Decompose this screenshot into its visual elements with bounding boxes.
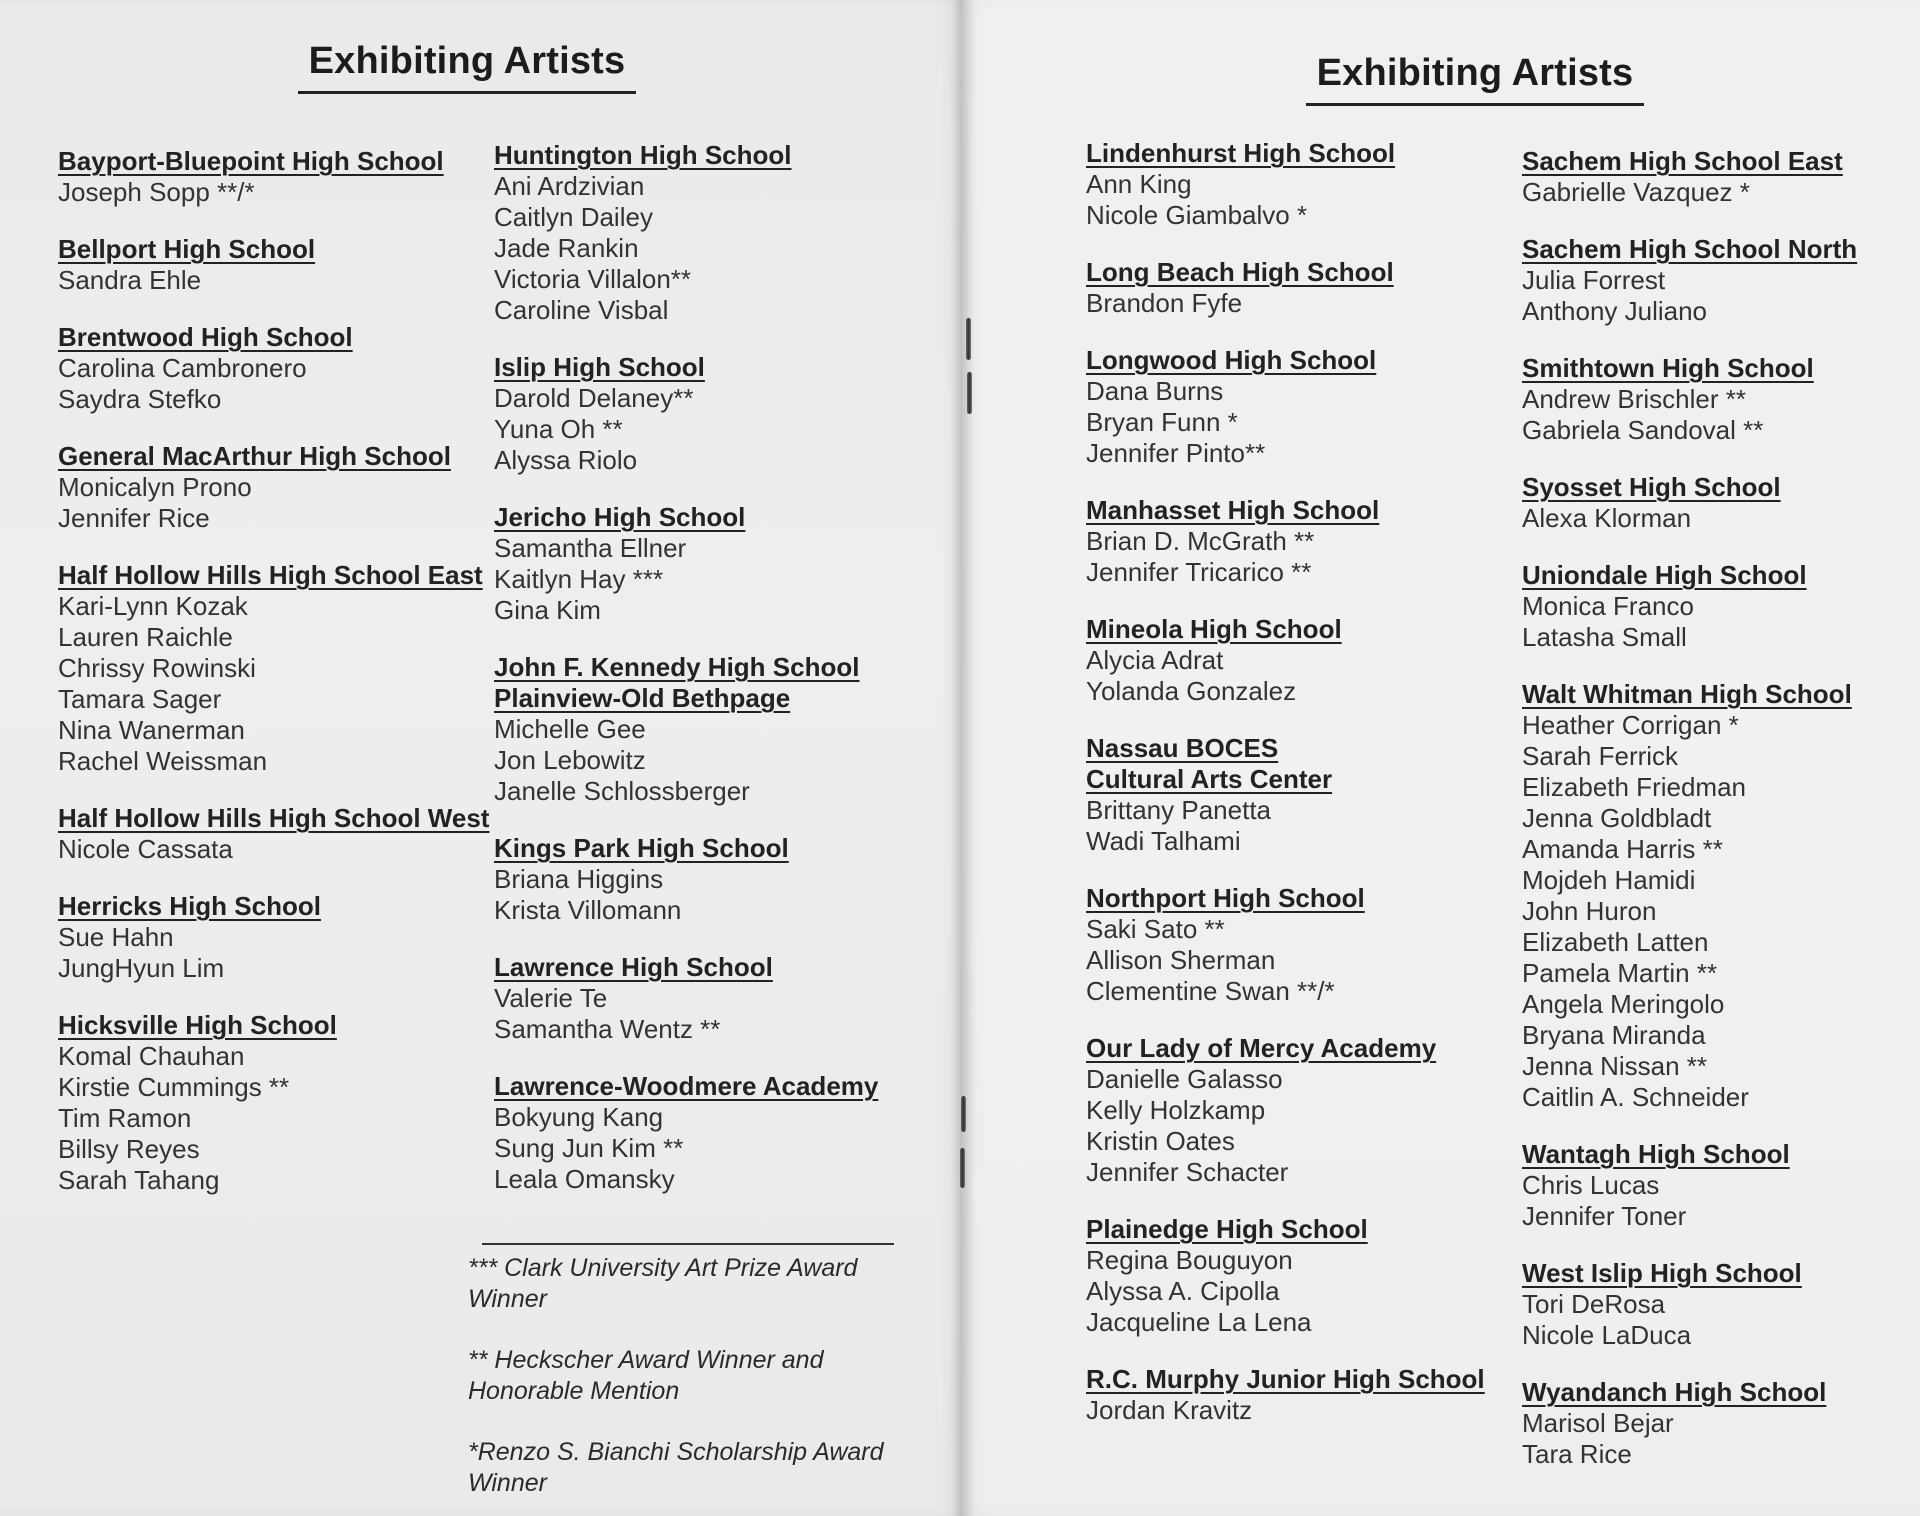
artist-name: Darold Delaney** <box>494 383 694 413</box>
artist-list <box>58 834 489 865</box>
school-name: Longwood High School <box>1086 345 1377 375</box>
artist-name: Sung Jun Kim ** <box>494 1133 684 1163</box>
artist-list <box>58 1041 489 1196</box>
school-name: Wyandanch High School <box>1522 1377 1827 1407</box>
artist-list <box>58 922 489 984</box>
artist-name: Gabrielle Vazquez * <box>1522 177 1750 207</box>
school-group <box>1522 560 1857 653</box>
artist-list <box>494 171 878 326</box>
artist-name: Danielle Galasso <box>1086 1064 1283 1094</box>
school-group <box>1086 733 1485 857</box>
school-group <box>58 891 489 984</box>
artist-name: Monicalyn Prono <box>58 472 252 502</box>
school-group <box>494 952 878 1045</box>
school-group <box>1522 472 1857 534</box>
artist-name: Lauren Raichle <box>58 622 233 652</box>
artist-name: Saydra Stefko <box>58 384 222 414</box>
artist-name: Jenna Nissan ** <box>1522 1051 1707 1081</box>
artist-name: Joseph Sopp **/* <box>58 177 255 207</box>
artist-name: John Huron <box>1522 896 1657 926</box>
artist-list <box>1086 795 1485 857</box>
school-group <box>1522 1139 1857 1232</box>
artist-list <box>1086 1064 1485 1188</box>
staple-bottom-a <box>961 1096 966 1132</box>
artist-name: Ani Ardzivian <box>494 171 645 201</box>
artist-name: Jennifer Tricarico ** <box>1086 557 1312 587</box>
school-group <box>494 140 878 326</box>
award-legend <box>468 1253 938 1516</box>
artist-name: Jennifer Schacter <box>1086 1157 1289 1187</box>
artist-name: Marisol Bejar <box>1522 1408 1674 1438</box>
legend-item-clark: *** Clark University Art Prize Award Winner <box>468 1254 858 1313</box>
artist-name: Gina Kim <box>494 595 601 625</box>
school-name: Sachem High School East <box>1522 146 1843 176</box>
artist-name: Tara Rice <box>1522 1439 1632 1469</box>
artist-name: Sandra Ehle <box>58 265 202 295</box>
school-group <box>1086 1033 1485 1188</box>
artist-name: Dana Burns <box>1086 376 1224 406</box>
artist-name: Gabriela Sandoval ** <box>1522 415 1764 445</box>
artist-name: Regina Bouguyon <box>1086 1245 1293 1275</box>
artist-list <box>1522 1289 1857 1351</box>
school-group <box>1522 1258 1857 1351</box>
school-group <box>1086 345 1485 469</box>
school-name: West Islip High School <box>1522 1258 1802 1288</box>
artist-name: Komal Chauhan <box>58 1041 245 1071</box>
artist-name: Sue Hahn <box>58 922 174 952</box>
artist-name: Tori DeRosa <box>1522 1289 1666 1319</box>
school-name: Lawrence-Woodmere Academy <box>494 1071 879 1101</box>
school-group <box>1522 679 1857 1113</box>
artist-name: Jacqueline La Lena <box>1086 1307 1312 1337</box>
school-name: John F. Kennedy High School <box>494 652 860 682</box>
school-group <box>494 652 878 807</box>
school-name: Our Lady of Mercy Academy <box>1086 1033 1437 1063</box>
artist-name: Angela Meringolo <box>1522 989 1725 1019</box>
school-group <box>1086 257 1485 319</box>
artist-name: Samantha Ellner <box>494 533 687 563</box>
artist-list <box>58 353 489 415</box>
staple-top-a <box>966 318 971 360</box>
school-group <box>1086 883 1485 1007</box>
artist-list <box>1086 1245 1485 1338</box>
school-group <box>58 234 489 296</box>
staple-top-b <box>967 372 972 414</box>
artist-list <box>494 383 878 476</box>
school-name: Huntington High School <box>494 140 792 170</box>
legend-item-bianchi: *Renzo S. Bianchi Scholarship Award Winner <box>468 1438 884 1497</box>
artist-list <box>494 714 878 807</box>
school-group <box>1522 234 1857 327</box>
artist-list <box>58 591 489 777</box>
school-name: Bellport High School <box>58 234 316 264</box>
artist-list <box>1522 177 1857 208</box>
book-gutter <box>952 0 974 1516</box>
artist-name: Yuna Oh ** <box>494 414 623 444</box>
school-group <box>494 1071 878 1195</box>
artist-name: Julia Forrest <box>1522 265 1666 295</box>
legend-item-heckscher: ** Heckscher Award Winner and Honorable Mention <box>468 1346 824 1405</box>
artist-name: Jon Lebowitz <box>494 745 646 775</box>
right-column-1 <box>1086 138 1485 1452</box>
school-name: Lawrence High School <box>494 952 773 982</box>
artist-name: Leala Omansky <box>494 1164 675 1194</box>
artist-list <box>494 983 878 1045</box>
artist-name: Ann King <box>1086 169 1192 199</box>
artist-name: Kristin Oates <box>1086 1126 1235 1156</box>
artist-list <box>58 265 489 296</box>
artist-name: Alycia Adrat <box>1086 645 1224 675</box>
artist-name: Briana Higgins <box>494 864 664 894</box>
school-name: Bayport-Bluepoint High School <box>58 146 444 176</box>
school-name: Plainedge High School <box>1086 1214 1368 1244</box>
artist-name: Monica Franco <box>1522 591 1694 621</box>
right-page-title: Exhibiting Artists <box>1306 52 1644 106</box>
artist-name: Nina Wanerman <box>58 715 245 745</box>
artist-list <box>494 1102 878 1195</box>
school-name: Half Hollow Hills High School West <box>58 803 490 833</box>
artist-name: Valerie Te <box>494 983 608 1013</box>
artist-name: Caitlyn Dailey <box>494 202 653 232</box>
artist-name: Wadi Talhami <box>1086 826 1241 856</box>
school-name: Northport High School <box>1086 883 1365 913</box>
artist-name: Michelle Gee <box>494 714 646 744</box>
artist-name: Samantha Wentz ** <box>494 1014 721 1044</box>
artist-name: Jade Rankin <box>494 233 639 263</box>
artist-name: Bryana Miranda <box>1522 1020 1706 1050</box>
artist-name: Allison Sherman <box>1086 945 1276 975</box>
artist-list <box>1086 376 1485 469</box>
school-name: Syosset High School <box>1522 472 1781 502</box>
school-group <box>1522 353 1857 446</box>
artist-name: Pamela Martin ** <box>1522 958 1718 988</box>
school-name: Half Hollow Hills High School East <box>58 560 483 590</box>
school-name: R.C. Murphy Junior High School <box>1086 1364 1485 1394</box>
school-group <box>1086 1214 1485 1338</box>
artist-list <box>1086 914 1485 1007</box>
artist-list <box>1086 645 1485 707</box>
artist-list <box>1522 1170 1857 1232</box>
school-name: Uniondale High School <box>1522 560 1807 590</box>
school-group <box>1522 1377 1857 1470</box>
artist-name: Kaitlyn Hay *** <box>494 564 664 594</box>
artist-name: Brandon Fyfe <box>1086 288 1243 318</box>
artist-name: Caitlin A. Schneider <box>1522 1082 1749 1112</box>
school-name: Long Beach High School <box>1086 257 1394 287</box>
school-name: Jericho High School <box>494 502 746 532</box>
artist-name: Chrissy Rowinski <box>58 653 256 683</box>
artist-name: Latasha Small <box>1522 622 1687 652</box>
artist-name: Caroline Visbal <box>494 295 669 325</box>
artist-list <box>1522 265 1857 327</box>
right-column-2 <box>1522 146 1857 1496</box>
artist-list <box>1522 503 1857 534</box>
school-name: General MacArthur High School <box>58 441 451 471</box>
artist-name: Krista Villomann <box>494 895 682 925</box>
school-name: Lindenhurst High School <box>1086 138 1396 168</box>
artist-name: Nicole LaDuca <box>1522 1320 1692 1350</box>
school-group <box>58 560 489 777</box>
school-group <box>58 441 489 534</box>
artist-name: Bokyung Kang <box>494 1102 664 1132</box>
school-name: Herricks High School <box>58 891 321 921</box>
artist-name: Elizabeth Friedman <box>1522 772 1746 802</box>
artist-name: Anthony Juliano <box>1522 296 1708 326</box>
left-column-1 <box>58 146 489 1222</box>
school-name: Walt Whitman High School <box>1522 679 1852 709</box>
school-group <box>58 803 489 865</box>
artist-name: Nicole Cassata <box>58 834 233 864</box>
artist-list <box>494 533 878 626</box>
artist-name: Victoria Villalon** <box>494 264 692 294</box>
artist-name: Heather Corrigan * <box>1522 710 1739 740</box>
artist-name: Bryan Funn * <box>1086 407 1238 437</box>
artist-list <box>1086 169 1485 231</box>
school-group <box>494 833 878 926</box>
school-group <box>1086 495 1485 588</box>
school-group <box>1522 146 1857 208</box>
artist-list <box>494 864 878 926</box>
artist-name: Nicole Giambalvo * <box>1086 200 1308 230</box>
artist-name: Chris Lucas <box>1522 1170 1660 1200</box>
artist-name: Alyssa Riolo <box>494 445 638 475</box>
artist-name: Amanda Harris ** <box>1522 834 1723 864</box>
artist-list <box>1086 288 1485 319</box>
staple-bottom-b <box>960 1148 965 1188</box>
artist-name: Jenna Goldbladt <box>1522 803 1712 833</box>
artist-list <box>1522 710 1857 1113</box>
school-group <box>58 322 489 415</box>
artist-list <box>1522 384 1857 446</box>
artist-name: JungHyun Lim <box>58 953 225 983</box>
artist-name: Janelle Schlossberger <box>494 776 750 806</box>
school-group <box>494 502 878 626</box>
school-name: Sachem High School North <box>1522 234 1858 264</box>
artist-name: Jordan Kravitz <box>1086 1395 1253 1425</box>
school-group <box>1086 614 1485 707</box>
school-name-line2: Cultural Arts Center <box>1086 764 1333 794</box>
artist-list <box>58 472 489 534</box>
artist-name: Kelly Holzkamp <box>1086 1095 1266 1125</box>
artist-name: Kari-Lynn Kozak <box>58 591 248 621</box>
school-name: Manhasset High School <box>1086 495 1380 525</box>
legend-divider <box>482 1243 894 1245</box>
artist-list <box>1086 526 1485 588</box>
school-name: Brentwood High School <box>58 322 353 352</box>
school-name: Kings Park High School <box>494 833 789 863</box>
artist-list <box>1522 1408 1857 1470</box>
artist-name: Jennifer Toner <box>1522 1201 1687 1231</box>
school-group <box>58 146 489 208</box>
artist-name: Tamara Sager <box>58 684 222 714</box>
school-group <box>1086 1364 1485 1426</box>
artist-name: Brian D. McGrath ** <box>1086 526 1315 556</box>
right-page <box>962 0 1920 1516</box>
school-name: Wantagh High School <box>1522 1139 1790 1169</box>
artist-name: Saki Sato ** <box>1086 914 1225 944</box>
artist-name: Mojdeh Hamidi <box>1522 865 1696 895</box>
left-column-2 <box>494 140 878 1221</box>
artist-name: Alexa Klorman <box>1522 503 1692 533</box>
artist-name: Billsy Reyes <box>58 1134 200 1164</box>
artist-name: Elizabeth Latten <box>1522 927 1709 957</box>
artist-name: Carolina Cambronero <box>58 353 307 383</box>
school-name: Hicksville High School <box>58 1010 337 1040</box>
school-name: Nassau BOCES <box>1086 733 1279 763</box>
artist-list <box>58 177 489 208</box>
school-name: Mineola High School <box>1086 614 1342 644</box>
school-name-line2: Plainview-Old Bethpage <box>494 683 791 713</box>
artist-name: Andrew Brischler ** <box>1522 384 1746 414</box>
school-group <box>1086 138 1485 231</box>
artist-name: Sarah Tahang <box>58 1165 220 1195</box>
artist-name: Yolanda Gonzalez <box>1086 676 1297 706</box>
artist-name: Sarah Ferrick <box>1522 741 1679 771</box>
school-group <box>494 352 878 476</box>
artist-name: Jennifer Rice <box>58 503 210 533</box>
artist-name: Kirstie Cummings ** <box>58 1072 290 1102</box>
artist-list <box>1086 1395 1485 1426</box>
school-group <box>58 1010 489 1196</box>
artist-name: Brittany Panetta <box>1086 795 1271 825</box>
left-page-title: Exhibiting Artists <box>298 40 636 94</box>
artist-name: Alyssa A. Cipolla <box>1086 1276 1280 1306</box>
artist-name: Rachel Weissman <box>58 746 268 776</box>
artist-list <box>1522 591 1857 653</box>
school-name: Islip High School <box>494 352 705 382</box>
school-name: Smithtown High School <box>1522 353 1814 383</box>
artist-name: Jennifer Pinto** <box>1086 438 1266 468</box>
artist-name: Tim Ramon <box>58 1103 192 1133</box>
artist-name: Clementine Swan **/* <box>1086 976 1335 1006</box>
